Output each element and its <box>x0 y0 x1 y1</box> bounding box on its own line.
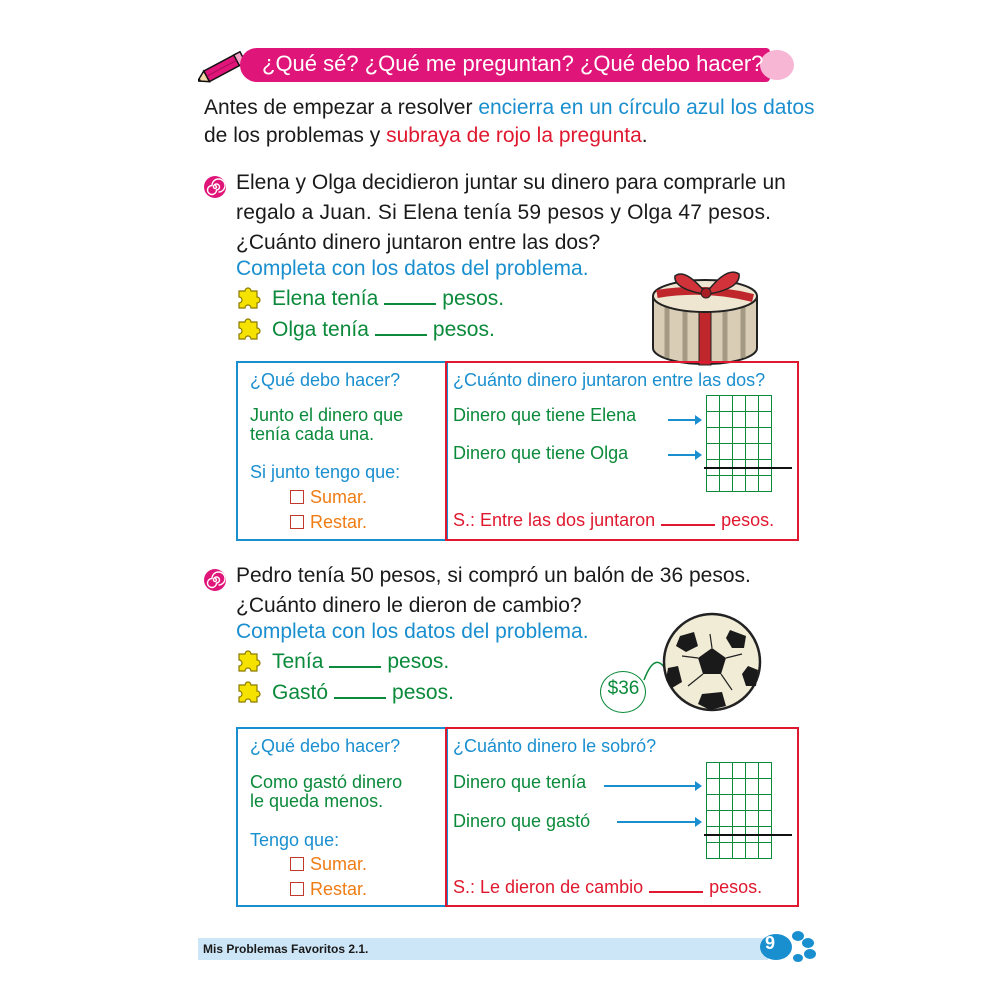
left-text-line: Junto el dinero que <box>250 405 404 425</box>
fill-blank[interactable] <box>329 650 381 668</box>
problem2-option-restar[interactable] <box>290 879 367 900</box>
intro-period: . <box>641 124 648 147</box>
spiral-bullet-icon <box>203 568 227 592</box>
left-text-line: le queda menos. <box>250 791 384 811</box>
problem2-answer-grid[interactable] <box>706 762 772 859</box>
intro-red-instruction: subraya de rojo la pregunta <box>386 124 642 147</box>
checkbox[interactable] <box>290 515 304 529</box>
puzzle-piece-icon <box>236 649 264 673</box>
problem1-option-sumar[interactable] <box>290 487 367 508</box>
option-label: Sumar. <box>310 854 368 874</box>
problem1-complete-instruction: Completa con los datos del problema. <box>236 257 589 280</box>
problem1-left-title: ¿Qué debo hacer? <box>250 370 401 390</box>
answer-blank[interactable] <box>649 877 703 893</box>
problem2-option-sumar[interactable] <box>290 854 367 875</box>
problem1-question: ¿Cuánto dinero juntaron entre las dos? <box>236 231 601 254</box>
header-banner-cap <box>760 50 794 80</box>
sum-line <box>704 467 792 469</box>
problem1-answer-grid[interactable] <box>706 395 772 492</box>
fill-label: Tenía <box>272 650 324 673</box>
problem2-fill-tenia[interactable] <box>272 650 449 674</box>
arrow-icon <box>617 821 700 823</box>
problem2-left-title: ¿Qué debo hacer? <box>250 736 401 756</box>
option-label: Restar. <box>310 512 368 532</box>
problem2-line-1: Pedro tenía 50 pesos, si compró un balón de 36 pesos. <box>236 564 751 587</box>
problem1-row-elena: Dinero que tiene Elena <box>453 405 637 425</box>
problem2-answer[interactable] <box>453 877 762 898</box>
problem2-row-gasto: Dinero que gastó <box>453 811 591 831</box>
problem2-left-text <box>250 773 402 811</box>
problem1-line-1: Elena y Olga decidieron juntar su dinero para comprarle un <box>236 171 786 194</box>
arrow-icon <box>668 454 700 456</box>
puzzle-piece-icon <box>236 317 264 341</box>
fill-blank[interactable] <box>375 318 427 336</box>
fill-unit: pesos. <box>392 681 454 704</box>
checkbox[interactable] <box>290 882 304 896</box>
problem1-row-olga: Dinero que tiene Olga <box>453 443 629 463</box>
fill-unit: pesos. <box>432 318 495 341</box>
problem1-left-prompt: Si junto tengo que: <box>250 462 401 482</box>
problem1-option-restar[interactable] <box>290 512 367 533</box>
problem2-question: ¿Cuánto dinero le dieron de cambio? <box>236 594 582 617</box>
page-number: 9 <box>765 933 776 953</box>
paw-print-icon <box>754 928 820 962</box>
left-text-line: Como gastó dinero <box>250 772 403 792</box>
problem1-left-text <box>250 406 403 444</box>
puzzle-piece-icon <box>236 680 264 704</box>
fill-unit: pesos. <box>442 287 505 310</box>
fill-label: Gastó <box>272 681 329 704</box>
problem1-line-2: regalo a Juan. Si Elena tenía 59 pesos y Olga 47 pesos. <box>236 201 772 224</box>
problem1-fill-elena[interactable] <box>272 287 504 311</box>
option-label: Sumar. <box>310 487 368 507</box>
option-label: Restar. <box>310 879 368 899</box>
problem2-left-prompt: Tengo que: <box>250 830 340 850</box>
intro-text: de los problemas y <box>204 124 387 147</box>
answer-label: S.: Le dieron de cambio <box>453 877 644 897</box>
fill-unit: pesos. <box>387 650 450 673</box>
checkbox[interactable] <box>290 857 304 871</box>
problem1-right-title: ¿Cuánto dinero juntaron entre las dos? <box>453 370 766 390</box>
puzzle-piece-icon <box>236 286 264 310</box>
fill-label: Olga tenía <box>272 318 369 341</box>
answer-blank[interactable] <box>661 510 715 526</box>
checkbox[interactable] <box>290 490 304 504</box>
problem2-fill-gasto[interactable] <box>272 681 454 705</box>
fill-blank[interactable] <box>384 287 436 305</box>
spiral-bullet-icon <box>203 175 227 199</box>
price-tag-text: $36 <box>607 678 640 699</box>
problem2-row-tenia: Dinero que tenía <box>453 772 587 792</box>
header-title: ¿Qué sé? ¿Qué me preguntan? ¿Qué debo hacer? <box>262 51 764 76</box>
footer-book-title: Mis Problemas Favoritos 2.1. <box>203 942 369 956</box>
gift-box-icon <box>645 258 765 368</box>
left-text-line: tenía cada una. <box>250 424 375 444</box>
problem1-fill-olga[interactable] <box>272 318 495 342</box>
problem1-answer[interactable] <box>453 510 774 531</box>
intro-line-2 <box>204 124 648 148</box>
fill-label: Elena tenía <box>272 287 379 310</box>
answer-label: S.: Entre las dos juntaron <box>453 510 656 530</box>
problem2-complete-instruction: Completa con los datos del problema. <box>236 620 589 643</box>
intro-line-1 <box>204 96 815 120</box>
arrow-icon <box>604 785 700 787</box>
fill-blank[interactable] <box>334 681 386 699</box>
intro-blue-instruction: encierra en un círculo azul los datos <box>478 96 815 119</box>
sum-line <box>704 834 792 836</box>
intro-text: Antes de empezar a resolver <box>204 96 479 119</box>
answer-unit: pesos. <box>709 877 763 897</box>
problem2-right-title: ¿Cuánto dinero le sobró? <box>453 736 657 756</box>
answer-unit: pesos. <box>721 510 775 530</box>
arrow-icon <box>668 419 700 421</box>
